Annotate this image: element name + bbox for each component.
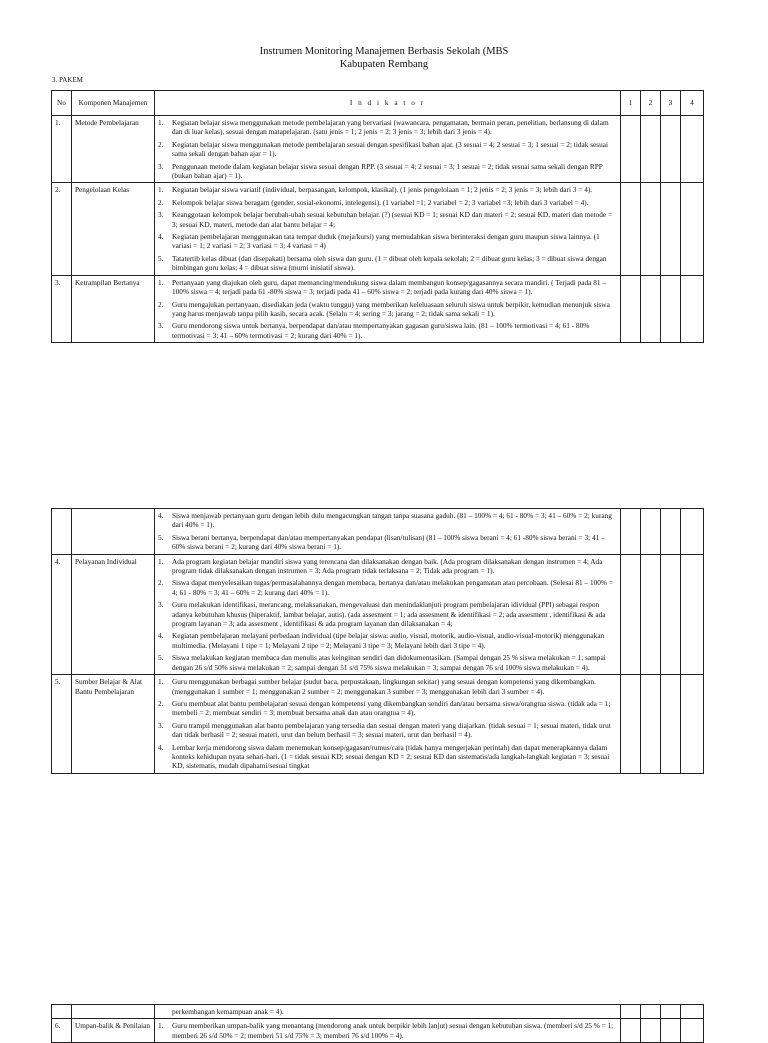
indikator-cell [155, 509, 621, 555]
indicator-text: Siswa melakukan kegiatan membaca dan menulis atas keinginan sendiri dan didokumentasikan. (Sampai dengan 25 % siswa melakukan = 1; sampai dengan 26 s/d 50% siswa melakukan = 2; sampai dengan 51 s/d 75% siswa melakukan = 3; sampai dengan 76 s/d 100% siswa melakukan = 4). [172, 653, 606, 672]
indikator-cell [155, 1019, 621, 1043]
komponen-cell: Umpan-balik & Penilaian [72, 1019, 155, 1043]
score-cell-3 [661, 183, 681, 275]
score-cell-1 [621, 1005, 641, 1019]
indicator-number: 5. [158, 253, 164, 263]
indicator-item [158, 1007, 617, 1016]
score-cell-1 [621, 675, 641, 774]
row-number [52, 1005, 72, 1019]
indicator-item [158, 254, 617, 273]
score-cell-4 [681, 116, 704, 183]
indicator-text: Guru mendorong siswa untuk bertanya, berpendapat dan/atau mempertanyakan gagasan guru/siswa lain. (81 – 100% termotivasi = 4; 61 - 80% termotivasi = 3; 41 – 60% termotivasi = 2; kurang dari 40% = 1). [172, 321, 590, 340]
score-cell-4 [681, 275, 704, 342]
row-number: 2. [52, 183, 72, 275]
score-cell-1 [621, 116, 641, 183]
indikator-cell [155, 116, 621, 183]
indicator-text: Pertanyaan yang diajukan oleh guru, dapat memancing/mendukung siswa dalam membangun konsep/gagasannya secara mandiri. ( Terjadi pada 81 – 100% siswa = 4; terjadi pada 61 -80% siswa = 3; terjadi pada 41 – 60% siswa = 2; terjadi pada kurang dari 40% siswa = 1). [172, 277, 606, 297]
header-score-4: 4 [681, 91, 704, 116]
indicator-text: Kegiatan belajar siswa menggunakan metode pembelajaran yang bervariasi (wawancara, pengamatan, bermain peran, penelitian, berlansung di dalam dan di luar kelas), sesuai dengan matapelajaran. (satu jenis = 1; 2 jenis = 2; 3 jenis = 3; lebih dari 3 jenis = 4). [172, 118, 609, 137]
indicator-text: Kegiatan belajar siswa variatif (individual, berpasangan, kelompok, klasikal). (1 jenis pengelolaan = 1; 2 jenis = 2; 3 jenis = 3; lebih dari 3 = 4). [172, 185, 593, 195]
indicator-item [158, 278, 617, 297]
score-cell-1 [621, 275, 641, 342]
row-number: 1. [52, 116, 72, 183]
indicator-text: Kelompok belajar siswa beragam (gender, sosial-ekonomi, intelegensi). (1 variabel =1; 2 variabel = 2; 3 variabel =3; lebih dari 3 variabel = 4). [172, 197, 589, 207]
komponen-cell: Pengelolaan Kelas [72, 183, 155, 275]
indicator-text: Ada program kegiatan belajar mandiri siswa yang terencana dan dilaksanakan dengan baik. (Ada program dilaksanakan dengan instrumen = 4; Ada program tidak dilaksanakan dengan instrumen = 3; Ada program tidak terlaksana = 2; Tidak ada program = 1). [172, 556, 603, 576]
indicator-item [158, 198, 617, 207]
row-number: 3. [52, 275, 72, 342]
row-number: 4. [52, 554, 72, 674]
indicator-item [158, 653, 617, 672]
table-row [52, 275, 704, 342]
indikator-cell [155, 183, 621, 275]
row-number: 6. [52, 1019, 72, 1043]
table-row [52, 675, 704, 774]
score-cell-3 [661, 1019, 681, 1043]
indicator-item [158, 162, 617, 181]
indicator-number: 2. [158, 698, 164, 708]
komponen-cell [72, 1005, 155, 1019]
header-score-1: 1 [621, 91, 641, 116]
indicator-text: Guru melakukan identifikasi, merancang, melaksanakan, mengevaluasi dan menindaklanjuti program pembelajaran idividual (PPI) sebagai respon adanya kebutuhan khusus (hiperaktif, lambat belajar, autis). (ada assesment = 1; ada assesment & identifikasi = 2; ada assesment , identifikasi & ada program layanan = 3; ada assesment , identifikasi & ada program layanan dan dilaksanakan = 4; [172, 600, 606, 629]
indicator-number: 3. [158, 321, 164, 331]
indicator-number: 1. [158, 677, 164, 687]
komponen-cell: Ketrampilan Bertanya [72, 275, 155, 342]
header-score-2: 2 [641, 91, 661, 116]
table-row [52, 1019, 704, 1043]
indicator-item [158, 578, 617, 597]
indicator-item [158, 533, 617, 552]
monitoring-table-page-1 [51, 90, 704, 343]
indicator-item [158, 140, 617, 159]
indicator-item [158, 699, 617, 718]
score-cell-1 [621, 509, 641, 555]
indicator-number: 1. [158, 556, 164, 566]
indicator-text: Lembar kerja mendorong siswa dalam menemukan konsep/gagasan/rumus/cara (tidak hanya mengerjakan perintah) dan dapat menerapkannya dalam konteks kehidupan nyata sehari-hari. (1 = tidak sesuai KD; sesuai dengan KD = 2; sesuai KD dan sistematis/ada langkah-langkah kegiatan = 3; sesuai KD, sistematis, mudah dipahami/sesuai tingkat [172, 742, 610, 771]
indicator-number: 4. [158, 631, 164, 641]
indicator-number: 3. [158, 720, 164, 730]
header-komponen: Komponen Manajemen [72, 91, 155, 116]
indicator-number: 1. [158, 277, 164, 287]
table-row [52, 1005, 704, 1019]
komponen-cell: Sumber Belajar & Alat Bantu Pembelajaran [72, 675, 155, 774]
score-cell-3 [661, 675, 681, 774]
indicator-number: 4. [158, 511, 164, 520]
table-row [52, 509, 704, 555]
score-cell-2 [641, 275, 661, 342]
indikator-cell [155, 1005, 621, 1019]
header-indikator: I n d i k a t o r [155, 91, 621, 116]
indicator-text: Siswa berani bertanya, berpendapat dan/atau mempertanyakan pendapat (lisan/tulisan) (81 – 100% siswa berani = 4; 61 -80% siswa berani = 3; 41 – 60% siswa berani = 2; kurang dari 40% siswa berani = 1). [172, 532, 605, 552]
indicator-number: 1. [158, 1021, 164, 1031]
indikator-cell [155, 675, 621, 774]
document-subtitle: Kabupaten Rembang [339, 59, 429, 70]
score-cell-3 [661, 554, 681, 674]
table-row [52, 116, 704, 183]
indicator-item [158, 600, 617, 628]
indicator-number: 2. [158, 139, 164, 149]
document-title: Instrumen Monitoring Manajemen Berbasis Sekolah (MBS [259, 46, 509, 57]
indicator-text: Guru mengajukan pertanyaan, disediakan jeda (waktu tunggu) yang memberikan keleluasaan seluruh siswa untuk berpikir, kemudian menunjuk siswa yang harus menjawab tanpa pilih kasih, secara acak. (Selalu = 4; sering = 3; jarang = 2; tidak sama sekali = 1). [172, 299, 610, 318]
indicator-number: 5. [158, 532, 164, 542]
indicator-text: Siswa dapat menyelesaikan tugas/permasalahannya dengan membaca, bertanya dan/atau melakukan pengamatan atau percobaan. (Selesai 81 – 100% = 4; 61 - 80% = 3; 41 – 60% = 2; kurang dari 40% = 1). [172, 578, 613, 597]
score-cell-2 [641, 1005, 661, 1019]
score-cell-3 [661, 509, 681, 555]
score-cell-3 [661, 275, 681, 342]
section-label: 3. PAKEM [52, 76, 83, 84]
table-row [52, 554, 704, 674]
score-cell-2 [641, 1019, 661, 1043]
header-score-3: 3 [661, 91, 681, 116]
indicator-text: Penggunaan metode dalam kegiatan belajar siswa sesuai dengan RPP. (3 sesuai = 4; 2 sesuai = 3; 1 sesuai = 2; tidak sesuai sama sekali dengan RPP (bukan bahan ajar) = 1). [172, 161, 603, 181]
indicator-text: Guru menggunakan berbagai sumber belajar (sudut baca, perpustakaan, lingkungan sekitar) yang sesuai dengan kompetensi yang dikembangkan. (menggunakan 1 sumber = 1; menggunakan 2 sumber = 2; menggunakan 3 sumber = 3; menggunakan lebih dari 3 sumber = 4). [172, 677, 596, 696]
score-cell-4 [681, 183, 704, 275]
indicator-text: Tatatertib kelas dibuat (dan disepakati) bersama oleh siswa dan guru. (1 = dibuat oleh kepala sekolah; 2 = dibuat guru kelas; 3 = dibuat siswa dengan bimbingan guru kelas; 4 = dibuat siswa (murni inisiatif siswa). [172, 253, 607, 273]
score-cell-1 [621, 1019, 641, 1043]
indicator-item [158, 721, 617, 740]
indicator-item [158, 185, 617, 194]
indicator-item [158, 321, 617, 340]
score-cell-2 [641, 554, 661, 674]
score-cell-2 [641, 116, 661, 183]
row-number [52, 509, 72, 555]
score-cell-2 [641, 509, 661, 555]
indicator-text: Kegiatan pembelajaran menggunakan tata tempat duduk (meja/kursi) yang memudahkan siswa berinteraksi dengan guru maupun siswa lainnya. (1 variasi = 1; 2 variasi = 2; 3 variasi = 3; 4 variasi = 4) [172, 232, 600, 251]
table-row [52, 183, 704, 275]
indicator-number: 1. [158, 118, 164, 127]
indicator-number: 3. [158, 600, 164, 610]
indicator-number: 3. [158, 210, 164, 220]
indicator-item [158, 1021, 617, 1040]
indicator-number [158, 1007, 172, 1016]
indicator-item [158, 743, 617, 771]
indicator-item [158, 511, 617, 530]
indicator-number: 3. [158, 161, 164, 171]
score-cell-2 [641, 675, 661, 774]
indicator-number: 2. [158, 197, 164, 207]
indicator-text: Guru memberikan umpan-balik yang menantang (mendorong anak untuk berpikir lebih lanjut) sesuai dengan kebutuhan siswa. (memberi s/d 25 % = 1; memberi 26 s/d 50% = 2; memberi 51 s/d 75% = 3; memberi 76 s/d 100% = 4). [172, 1021, 614, 1040]
indicator-text: Kegiatan belajar siswa menggunakan metode pembelajaran sesuai dengan spesifikasi bahan ajar. (3 sesuai = 4; 2 sesuai = 3; 1 sesuai = 2; tidak sesuai sama sekali dengan bahan ajar = 1). [172, 139, 609, 159]
score-cell-3 [661, 116, 681, 183]
indicator-number: 5. [158, 653, 164, 663]
indikator-cell [155, 275, 621, 342]
indicator-text: Keanggotaan kelompok belajar berubah-ubah sesuai kebutuhan belajar. (?) (sesuai KD = 1; sesuai KD dan materi = 2; sesuai KD, materi dan metode = 3; sesuai KD, materi, metode dan alat bantu belajar = 4; [172, 210, 613, 229]
indicator-item [158, 631, 617, 650]
indicator-text: Kegiatan pembelajaran melayani perbedaan individual (tipe belajar siswa: audio, visual, motorik, audio-visual, audio-visual-motorik) menggunakan multimedia. (Melayani 1 tipe = 1; Melayani 2 tipe = 2; Melayani 3 tipe = 3; Melayani lebih dari 3 tipe = 4). [172, 631, 605, 650]
indicator-number: 4. [158, 232, 164, 242]
komponen-cell: Pelayanan Individual [72, 554, 155, 674]
row-number: 5. [52, 675, 72, 774]
indicator-text: perkembangan kemampuan anak = 4). [172, 1007, 284, 1016]
indicator-text: Siswa menjawab pertanyaan guru dengan lebih dulu mengacungkan tangan tanpa suasana gaduh. (81 – 100% = 4; 61 - 80% = 3; 41 – 60% = 2; kurang dari 40% = 1). [172, 511, 612, 530]
indicator-item [158, 118, 617, 137]
monitoring-table-page-2 [51, 508, 704, 774]
indicator-item [158, 232, 617, 251]
komponen-cell: Metode Pembelajaran [72, 116, 155, 183]
score-cell-4 [681, 554, 704, 674]
indicator-item [158, 300, 617, 319]
indikator-cell [155, 554, 621, 674]
score-cell-4 [681, 675, 704, 774]
score-cell-3 [661, 1005, 681, 1019]
header-no: No [52, 91, 72, 116]
indicator-number: 2. [158, 299, 164, 309]
score-cell-1 [621, 554, 641, 674]
score-cell-4 [681, 509, 704, 555]
score-cell-4 [681, 1005, 704, 1019]
indicator-item [158, 677, 617, 696]
indicator-text: Guru trampil menggunakan alat bantu pembelajaran yang tersedia dan sesuai dengan materi yang diajarkan. (tidak sesuai = 1; sesuai materi, tidak urut dan tidak berhasil = 2; sesuai materi, urut dan belum berhasil = 3; sesuai materi, urut dan berhasil = 4). [172, 720, 611, 740]
indicator-number: 2. [158, 578, 164, 588]
indicator-item [158, 210, 617, 229]
score-cell-1 [621, 183, 641, 275]
indicator-item [158, 557, 617, 576]
indicator-text: Guru membuat alat bantu pembelajaran sesuai dengan kompetensi yang dikembangkan sendiri dan/atau bersama siswa/orangtua siswa. (tidak ada = 1; membeli = 2; membuat sendiri = 3; membuat bersama anak dan atau orangtua = 4). [172, 698, 611, 718]
indicator-number: 1. [158, 185, 164, 195]
indicator-number: 4. [158, 742, 164, 752]
score-cell-2 [641, 183, 661, 275]
score-cell-4 [681, 1019, 704, 1043]
komponen-cell [72, 509, 155, 555]
